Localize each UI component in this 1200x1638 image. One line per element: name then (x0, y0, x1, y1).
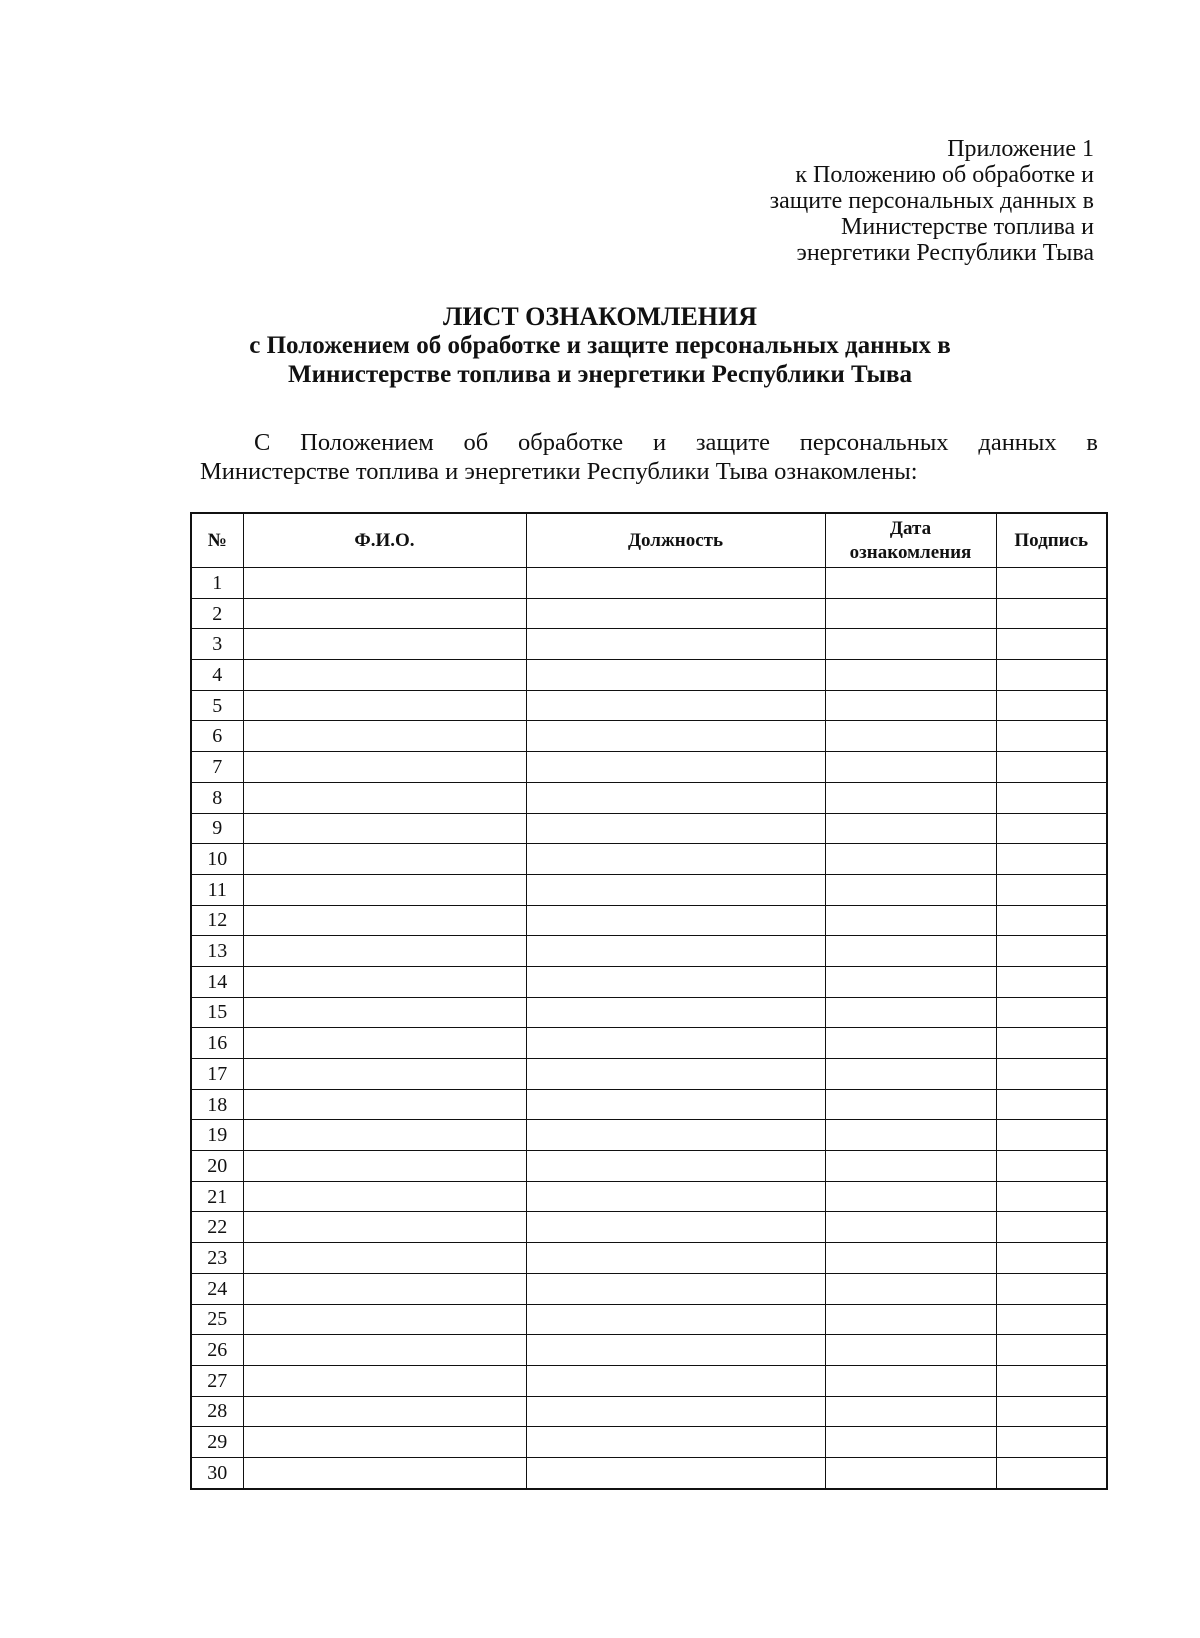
cell-signature (996, 936, 1107, 967)
cell-signature (996, 690, 1107, 721)
cell-date (825, 1028, 996, 1059)
table-row (191, 1396, 1107, 1427)
cell-signature (996, 629, 1107, 660)
cell-position (526, 1243, 825, 1274)
cell-date (825, 1457, 996, 1488)
row-number: 9 (191, 813, 243, 844)
cell-name (243, 1120, 526, 1151)
cell-name (243, 874, 526, 905)
table-row (191, 997, 1107, 1028)
cell-position (526, 874, 825, 905)
row-number: 5 (191, 690, 243, 721)
cell-name (243, 1427, 526, 1458)
cell-date (825, 1120, 996, 1151)
row-number: 25 (191, 1304, 243, 1335)
cell-date (825, 1335, 996, 1366)
cell-position (526, 1273, 825, 1304)
row-number: 24 (191, 1273, 243, 1304)
row-number: 29 (191, 1427, 243, 1458)
table-row (191, 874, 1107, 905)
cell-name (243, 813, 526, 844)
cell-position (526, 936, 825, 967)
cell-name (243, 1059, 526, 1090)
header-num: № (191, 513, 243, 568)
table-row (191, 1212, 1107, 1243)
cell-date (825, 1304, 996, 1335)
cell-position (526, 1181, 825, 1212)
row-number: 7 (191, 752, 243, 783)
cell-date (825, 905, 996, 936)
table-row (191, 1365, 1107, 1396)
row-number: 20 (191, 1151, 243, 1182)
table-row (191, 1089, 1107, 1120)
header-date-line: Дата (889, 517, 932, 539)
cell-signature (996, 1059, 1107, 1090)
cell-date (825, 690, 996, 721)
cell-date (825, 997, 996, 1028)
annex-line: энергетики Республики Тыва (796, 240, 1094, 266)
cell-name (243, 1335, 526, 1366)
cell-date (825, 1212, 996, 1243)
document-title (0, 302, 1200, 389)
cell-date (825, 1181, 996, 1212)
cell-signature (996, 844, 1107, 875)
header-signature: Подпись (996, 513, 1107, 568)
row-number: 4 (191, 660, 243, 691)
annex-line: Министерстве топлива и (841, 214, 1094, 240)
cell-date (825, 782, 996, 813)
table-row (191, 752, 1107, 783)
title-sub-line: Министерстве топлива и энергетики Республики Тыва (288, 361, 912, 388)
cell-signature (996, 1120, 1107, 1151)
cell-position (526, 844, 825, 875)
cell-date (825, 568, 996, 599)
cell-signature (996, 598, 1107, 629)
cell-name (243, 660, 526, 691)
cell-name (243, 721, 526, 752)
row-number: 22 (191, 1212, 243, 1243)
cell-name (243, 966, 526, 997)
cell-position (526, 1335, 825, 1366)
cell-date (825, 1059, 996, 1090)
table-row (191, 1273, 1107, 1304)
row-number: 27 (191, 1365, 243, 1396)
cell-name (243, 1273, 526, 1304)
row-number: 28 (191, 1396, 243, 1427)
cell-position (526, 1427, 825, 1458)
cell-name (243, 1181, 526, 1212)
table-row (191, 660, 1107, 691)
cell-position (526, 1365, 825, 1396)
cell-position (526, 1059, 825, 1090)
cell-date (825, 598, 996, 629)
cell-position (526, 966, 825, 997)
cell-position (526, 660, 825, 691)
table-row (191, 936, 1107, 967)
cell-date (825, 874, 996, 905)
cell-position (526, 1028, 825, 1059)
table-row (191, 966, 1107, 997)
header-date-line: ознакомления (849, 541, 972, 563)
annex-reference (674, 136, 1094, 266)
cell-signature (996, 1457, 1107, 1488)
table-row (191, 905, 1107, 936)
table-row (191, 1028, 1107, 1059)
row-number: 26 (191, 1335, 243, 1366)
cell-signature (996, 905, 1107, 936)
cell-position (526, 1212, 825, 1243)
row-number: 18 (191, 1089, 243, 1120)
table-row (191, 782, 1107, 813)
cell-position (526, 782, 825, 813)
row-number: 10 (191, 844, 243, 875)
cell-name (243, 568, 526, 599)
cell-name (243, 1396, 526, 1427)
table-row (191, 1304, 1107, 1335)
cell-name (243, 997, 526, 1028)
table-row (191, 721, 1107, 752)
cell-name (243, 690, 526, 721)
cell-signature (996, 874, 1107, 905)
table-body (191, 568, 1107, 1489)
cell-position (526, 629, 825, 660)
table-row (191, 1335, 1107, 1366)
cell-name (243, 752, 526, 783)
cell-position (526, 568, 825, 599)
table-header-row (191, 513, 1107, 568)
cell-name (243, 782, 526, 813)
row-number: 15 (191, 997, 243, 1028)
cell-name (243, 1304, 526, 1335)
cell-position (526, 905, 825, 936)
cell-position (526, 1457, 825, 1488)
row-number: 11 (191, 874, 243, 905)
row-number: 8 (191, 782, 243, 813)
cell-signature (996, 1335, 1107, 1366)
row-number: 19 (191, 1120, 243, 1151)
header-position: Должность (526, 513, 825, 568)
cell-date (825, 752, 996, 783)
annex-line: к Положению об обработке и (795, 162, 1094, 188)
cell-signature (996, 660, 1107, 691)
row-number: 30 (191, 1457, 243, 1488)
cell-name (243, 1151, 526, 1182)
row-number: 21 (191, 1181, 243, 1212)
cell-name (243, 598, 526, 629)
cell-signature (996, 1365, 1107, 1396)
cell-date (825, 813, 996, 844)
row-number: 13 (191, 936, 243, 967)
table-row (191, 1059, 1107, 1090)
cell-name (243, 844, 526, 875)
cell-date (825, 1396, 996, 1427)
cell-date (825, 629, 996, 660)
cell-signature (996, 1427, 1107, 1458)
cell-signature (996, 1181, 1107, 1212)
cell-date (825, 1365, 996, 1396)
cell-signature (996, 813, 1107, 844)
cell-signature (996, 1028, 1107, 1059)
cell-signature (996, 997, 1107, 1028)
table-row (191, 1151, 1107, 1182)
cell-signature (996, 568, 1107, 599)
table-row (191, 813, 1107, 844)
table-row (191, 1120, 1107, 1151)
acquaintance-table (190, 512, 1108, 1490)
cell-date (825, 1273, 996, 1304)
row-number: 1 (191, 568, 243, 599)
cell-date (825, 1427, 996, 1458)
intro-paragraph (200, 428, 1098, 486)
cell-position (526, 1396, 825, 1427)
header-date (825, 513, 996, 568)
cell-date (825, 966, 996, 997)
table-row (191, 568, 1107, 599)
cell-name (243, 629, 526, 660)
cell-name (243, 1028, 526, 1059)
cell-name (243, 936, 526, 967)
row-number: 12 (191, 905, 243, 936)
cell-signature (996, 1212, 1107, 1243)
table-row (191, 1457, 1107, 1488)
cell-position (526, 721, 825, 752)
title-main: ЛИСТ ОЗНАКОМЛЕНИЯ (442, 302, 758, 331)
cell-position (526, 1120, 825, 1151)
cell-signature (996, 1273, 1107, 1304)
cell-position (526, 813, 825, 844)
cell-signature (996, 966, 1107, 997)
row-number: 17 (191, 1059, 243, 1090)
header-name: Ф.И.О. (243, 513, 526, 568)
cell-date (825, 844, 996, 875)
row-number: 23 (191, 1243, 243, 1274)
row-number: 14 (191, 966, 243, 997)
cell-name (243, 1457, 526, 1488)
row-number: 2 (191, 598, 243, 629)
cell-name (243, 1243, 526, 1274)
cell-signature (996, 721, 1107, 752)
cell-position (526, 1304, 825, 1335)
cell-position (526, 1089, 825, 1120)
cell-date (825, 1243, 996, 1274)
table-row (191, 629, 1107, 660)
cell-date (825, 721, 996, 752)
cell-date (825, 660, 996, 691)
row-number: 6 (191, 721, 243, 752)
cell-name (243, 1365, 526, 1396)
cell-position (526, 752, 825, 783)
cell-position (526, 1151, 825, 1182)
cell-date (825, 1151, 996, 1182)
annex-line: защите персональных данных в (769, 188, 1094, 214)
table-row (191, 1181, 1107, 1212)
cell-name (243, 905, 526, 936)
cell-position (526, 598, 825, 629)
cell-signature (996, 782, 1107, 813)
cell-signature (996, 1243, 1107, 1274)
table-row (191, 690, 1107, 721)
row-number: 16 (191, 1028, 243, 1059)
cell-date (825, 1089, 996, 1120)
table-row (191, 1427, 1107, 1458)
table-row (191, 1243, 1107, 1274)
table-row (191, 844, 1107, 875)
cell-position (526, 690, 825, 721)
table-row (191, 598, 1107, 629)
cell-signature (996, 1396, 1107, 1427)
cell-name (243, 1212, 526, 1243)
cell-signature (996, 1151, 1107, 1182)
title-sub-line: с Положением об обработке и защите персональных данных в (249, 332, 951, 359)
cell-signature (996, 1304, 1107, 1335)
intro-line: Министерстве топлива и энергетики Республики Тыва ознакомлены: (200, 458, 918, 485)
cell-signature (996, 1089, 1107, 1120)
intro-line: С Положением об обработке и защите персональных данных в (254, 429, 1098, 456)
row-number: 3 (191, 629, 243, 660)
cell-signature (996, 752, 1107, 783)
cell-date (825, 936, 996, 967)
cell-name (243, 1089, 526, 1120)
annex-line: Приложение 1 (947, 136, 1094, 162)
cell-position (526, 997, 825, 1028)
